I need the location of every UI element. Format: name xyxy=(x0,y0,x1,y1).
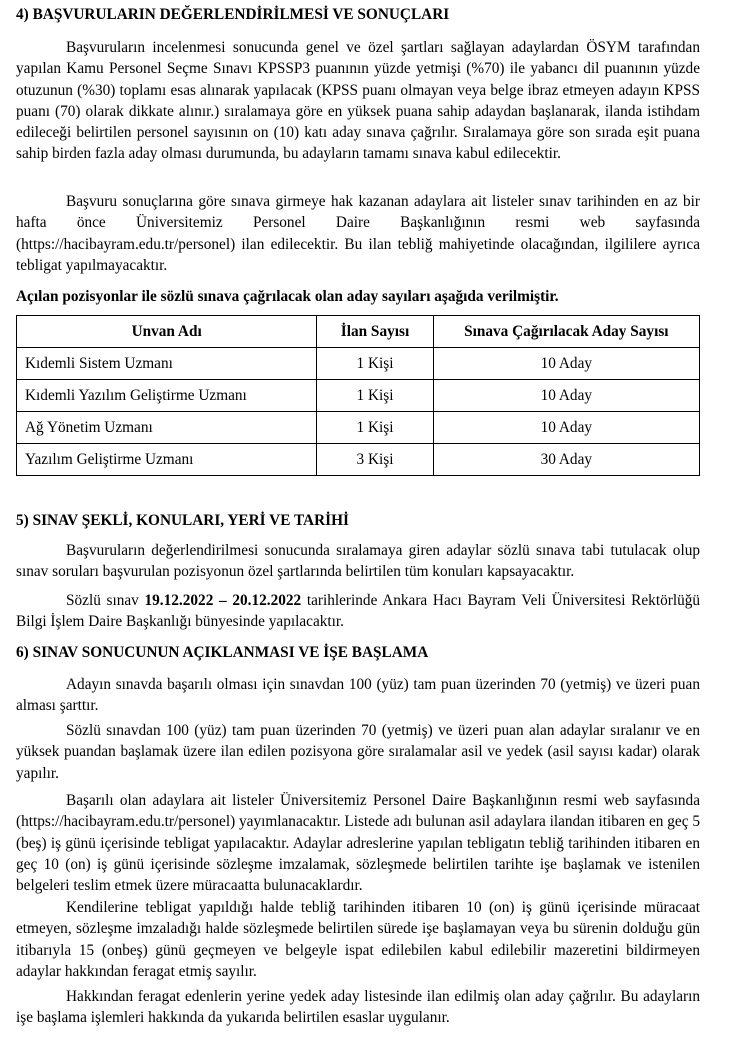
cell-candidate-count: 10 Aday xyxy=(433,412,699,444)
cell-announcement-count: 1 Kişi xyxy=(317,412,433,444)
cell-candidate-count: 30 Aday xyxy=(433,444,699,476)
cell-announcement-count: 1 Kişi xyxy=(317,348,433,380)
cell-candidate-count: 10 Aday xyxy=(433,380,699,412)
cell-title: Ağ Yönetim Uzmanı xyxy=(17,412,317,444)
cell-title: Yazılım Geliştirme Uzmanı xyxy=(17,444,317,476)
table-row xyxy=(17,444,700,476)
exam-date-prefix: Sözlü sınav xyxy=(66,592,145,609)
table-row xyxy=(17,412,700,444)
table-row xyxy=(17,380,700,412)
section-6-paragraph-1: Adayın sınavda başarılı olması için sınavdan 100 (yüz) tam puan üzerinden 70 (yetmiş) ve üzeri puan alması şarttır. xyxy=(16,676,700,715)
cell-title: Kıdemli Yazılım Geliştirme Uzmanı xyxy=(17,380,317,412)
header-candidate-count: Sınava Çağırılacak Aday Sayısı xyxy=(433,316,699,348)
section-5-heading: 5) SINAV ŞEKLİ, KONULARI, YERİ VE TARİHİ xyxy=(16,512,349,529)
section-6-heading: 6) SINAV SONUCUNUN AÇIKLANMASI VE İŞE BAŞLAMA xyxy=(16,644,429,661)
section-6-paragraph-2: Sözlü sınavdan 100 (yüz) tam puan üzerinden 70 (yetmiş) ve üzeri puan alan adaylar sıralanır ve en yüksek puandan başlamak üzere ilan edilen pozisyona göre sıralamalar asil ve yedek (asil sayısı kadar) olarak yapılır. xyxy=(16,722,700,782)
section-6-paragraph-3: Başarılı olan adaylara ait listeler Üniversitemiz Personel Daire Başkanlığının resmi web sayfasında (https://hacibayram.edu.tr/personel) yayımlanacaktır. Listede adı bulunan asil adaylara ilandan itibaren en geç 5 (beş) iş günü içerisinde tebligat yapılacaktır. Adaylar adreslerine yapılan tebligatın tebliğ tarihinden itibaren en geç 10 (on) iş günü içerisinde sözleşme imzalamak, sözleşmede belirtilen tarihte işe başlamak ve istenilen belgeleri teslim etmek üzere müracaatta bulunacaklardır. xyxy=(16,792,700,895)
cell-candidate-count: 10 Aday xyxy=(433,348,699,380)
cell-announcement-count: 1 Kişi xyxy=(317,380,433,412)
cell-title: Kıdemli Sistem Uzmanı xyxy=(17,348,317,380)
table-row xyxy=(17,348,700,380)
section-5-paragraph-2 xyxy=(16,590,700,633)
exam-dates: 19.12.2022 – 20.12.2022 xyxy=(144,592,302,609)
exam-date-suffix: tarihlerinde Ankara Hacı Bayram Veli Üniversitesi Rektörlüğü Bilgi İşlem Daire Başkanlığı bünyesinde yapılacaktır. xyxy=(16,592,701,631)
section-4-paragraph-1: Başvuruların incelenmesi sonucunda genel ve özel şartları sağlayan adaylardan ÖSYM tarafından yapılan Kamu Personel Seçme Sınavı KPSSP3 puanının yüzde yetmişi (%70) ile yabancı dil puanının yüzde otuzunun (%30) toplamı esas alınarak yapılacak (KPSS puanı olmayan veya belge ibraz etmeyen adayın KPSS puanı (70) olarak dikkate alınır.) sıralamaya göre en yüksek puana sahip adaydan başlanarak, ilanda istihdam edileceği belirtilen personel sayısının on (10) katı aday sınava çağrılır. Sıralamaya göre son sırada eşit puana sahip birden fazla aday olması durumunda, bu adayların tamamı sınava kabul edilecektir. xyxy=(16,39,700,163)
header-announcement-count: İlan Sayısı xyxy=(317,316,433,348)
positions-table xyxy=(16,315,700,476)
table-intro: Açılan pozisyonlar ile sözlü sınava çağrılacak olan aday sayıları aşağıda verilmiştir. xyxy=(16,288,559,305)
section-4-heading: 4) BAŞVURULARIN DEĞERLENDİRİLMESİ VE SONUÇLARI xyxy=(16,6,450,23)
section-5-paragraph-1: Başvuruların değerlendirilmesi sonucunda sıralamaya giren adaylar sözlü sınava tabi tutulacak olup sınav soruları başvurulan pozisyonun özel şartlarında belirtilen tüm konuları kapsayacaktır. xyxy=(16,542,700,581)
section-6-paragraph-5: Hakkından feragat edenlerin yerine yedek aday listesinde ilan edilmiş olan aday çağrılır. Bu adayların işe başlama işlemleri hakkında da yukarıda belirtilen esaslar uygulanır. xyxy=(16,988,700,1027)
header-title: Unvan Adı xyxy=(17,316,317,348)
section-4-paragraph-2: Başvuru sonuçlarına göre sınava girmeye hak kazanan adaylara ait listeler sınav tarihinden en az bir hafta önce Üniversitemiz Personel Daire Başkanlığının resmi web sayfasında (https://hacibayram.edu.tr/personel) ilan edilecektir. Bu ilan tebliğ mahiyetinde olacağından, ilgililere ayrıca tebligat yapılmayacaktır. xyxy=(16,193,700,274)
section-6-paragraph-4: Kendilerine tebligat yapıldığı halde tebliğ tarihinden itibaren 10 (on) iş günü içerisinde müracaat etmeyen, sözleşme imzaladığı halde sözleşmede belirtilen sürede işe başlamayan veya bu sürenin dolduğu gün itibarıyla 15 (onbeş) günü geçmeyen ve belgeyle ispat edilebilen kabul edilebilir mazeretini bildirmeyen adaylar hakkından feragat etmiş sayılır. xyxy=(16,899,700,980)
cell-announcement-count: 3 Kişi xyxy=(317,444,433,476)
table-header-row xyxy=(17,316,700,348)
